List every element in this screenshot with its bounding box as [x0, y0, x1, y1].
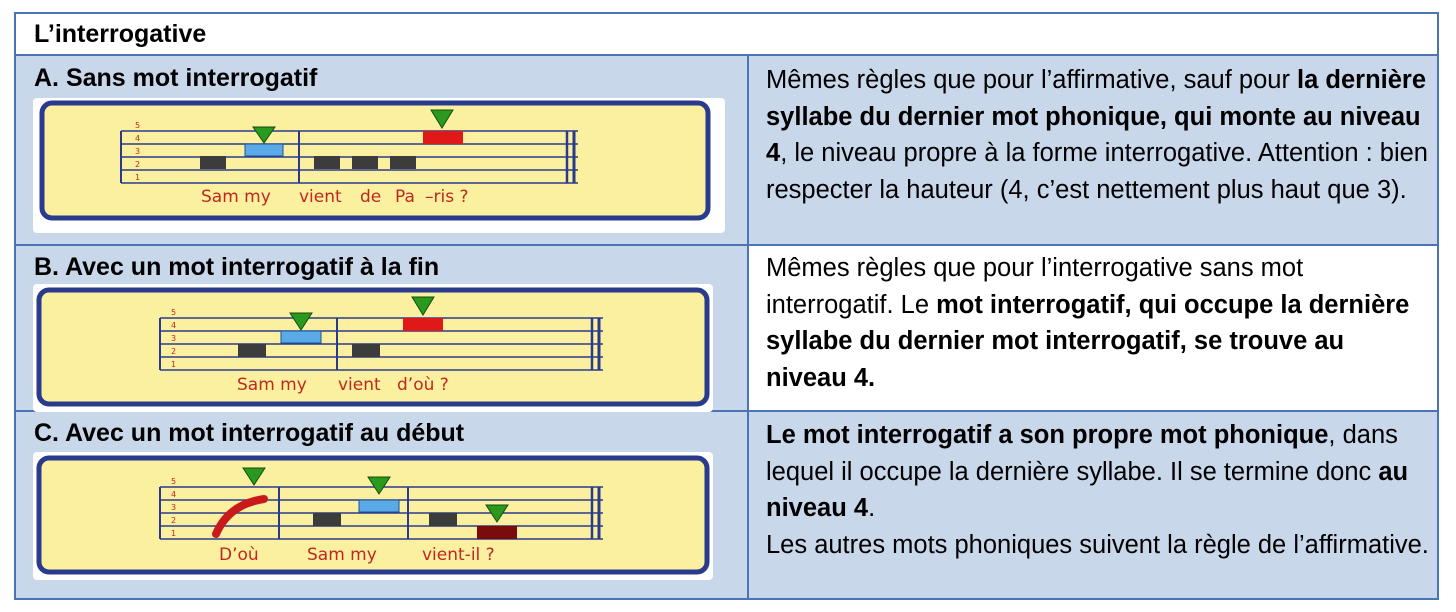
desc-bold-text: Le mot interrogatif a son propre mot phonique: [766, 421, 1329, 449]
note-blue: [359, 500, 399, 512]
row-a-right-cell: [749, 56, 1437, 244]
staff-level-1: 1: [171, 360, 177, 369]
staff-level-5: 5: [171, 308, 177, 317]
row-a-left-cell: [16, 56, 749, 244]
staff-level-4: 4: [171, 490, 177, 499]
note-gray: [313, 513, 341, 526]
row-a-heading: A. Sans mot interrogatif: [34, 64, 318, 92]
desc-text: , dans lequel il occupe la dernière syllabe. Il se termine donc: [766, 421, 1398, 486]
staff-level-5: 5: [135, 121, 141, 130]
note-gray: [238, 344, 266, 357]
syllable-label: de: [360, 187, 382, 207]
syllable-label: Sam my: [237, 375, 307, 395]
row-b-description: [766, 250, 1431, 396]
staff-level-5: 5: [171, 477, 177, 486]
note-gray: [390, 156, 416, 169]
note-blue: [245, 144, 283, 156]
table-row-b: [16, 246, 1437, 412]
staff-level-1: 1: [135, 173, 141, 182]
table-title-row: [16, 14, 1437, 56]
row-c-right-cell: [749, 412, 1437, 598]
intonation-diagram-b: [33, 284, 713, 412]
syllable-label: vient: [299, 187, 342, 207]
note-darkred: [477, 526, 517, 539]
intonation-diagram-a: [33, 98, 725, 233]
row-b-right-cell: [749, 246, 1437, 410]
syllable-label: Sam my: [307, 545, 377, 565]
syllable-label: vient: [338, 375, 381, 395]
table-row-a: [16, 56, 1437, 246]
syllable-label: –ris ?: [425, 187, 469, 207]
note-red: [423, 131, 463, 144]
note-blue: [281, 331, 321, 343]
row-a-description: [766, 62, 1431, 208]
staff-level-2: 2: [135, 160, 141, 169]
staff-level-3: 3: [171, 503, 177, 512]
staff-level-3: 3: [171, 334, 177, 343]
syllable-label: Sam my: [201, 187, 271, 207]
syllable-label: D’où: [219, 545, 259, 565]
staff-level-4: 4: [135, 134, 141, 143]
syllable-label: Pa: [395, 187, 415, 207]
intonation-diagram-c: [33, 452, 713, 580]
desc-text: Mêmes règles que pour l’affirmative, sauf pour: [766, 66, 1298, 94]
row-c-description: [766, 417, 1431, 563]
staff-level-2: 2: [171, 347, 177, 356]
note-gray: [352, 156, 378, 169]
syllable-label: d’où ?: [397, 375, 449, 395]
syllable-label: vient-il ?: [422, 545, 495, 565]
note-gray: [429, 513, 457, 526]
note-gray: [314, 156, 340, 169]
note-red: [403, 318, 443, 331]
row-c-heading: C. Avec un mot interrogatif au début: [34, 419, 465, 447]
table-title: L’interrogative: [34, 20, 207, 48]
staff-level-3: 3: [135, 147, 141, 156]
note-gray: [352, 344, 380, 357]
desc-text: , le niveau propre à la forme interrogative. Attention : bien respecter la hauteur (4, c’est nettement plus haut que 3).: [766, 139, 1428, 204]
row-c-left-cell: [16, 412, 749, 598]
table-row-c: [16, 412, 1437, 598]
desc-text: Mêmes règles que pour l’interrogative sans mot interrogatif. Le: [766, 254, 1304, 319]
desc-text: .: [868, 494, 876, 522]
row-b-left-cell: [16, 246, 749, 410]
desc-bold-text: au niveau 4: [766, 457, 1409, 522]
desc-text: Les autres mots phoniques suivent la règle de l’affirmative.: [766, 530, 1429, 559]
staff-level-1: 1: [171, 529, 177, 538]
note-gray: [200, 156, 226, 169]
staff-level-2: 2: [171, 516, 177, 525]
desc-bold-text: la dernière syllabe du dernier mot phonique, qui monte au niveau 4: [766, 66, 1427, 167]
row-b-heading: B. Avec un mot interrogatif à la fin: [34, 253, 440, 281]
staff-level-4: 4: [171, 321, 177, 330]
interrogative-table: [14, 12, 1439, 600]
desc-bold-text: mot interrogatif, qui occupe la dernière syllabe du dernier mot interrogatif, se trouve au niveau 4.: [766, 290, 1410, 392]
